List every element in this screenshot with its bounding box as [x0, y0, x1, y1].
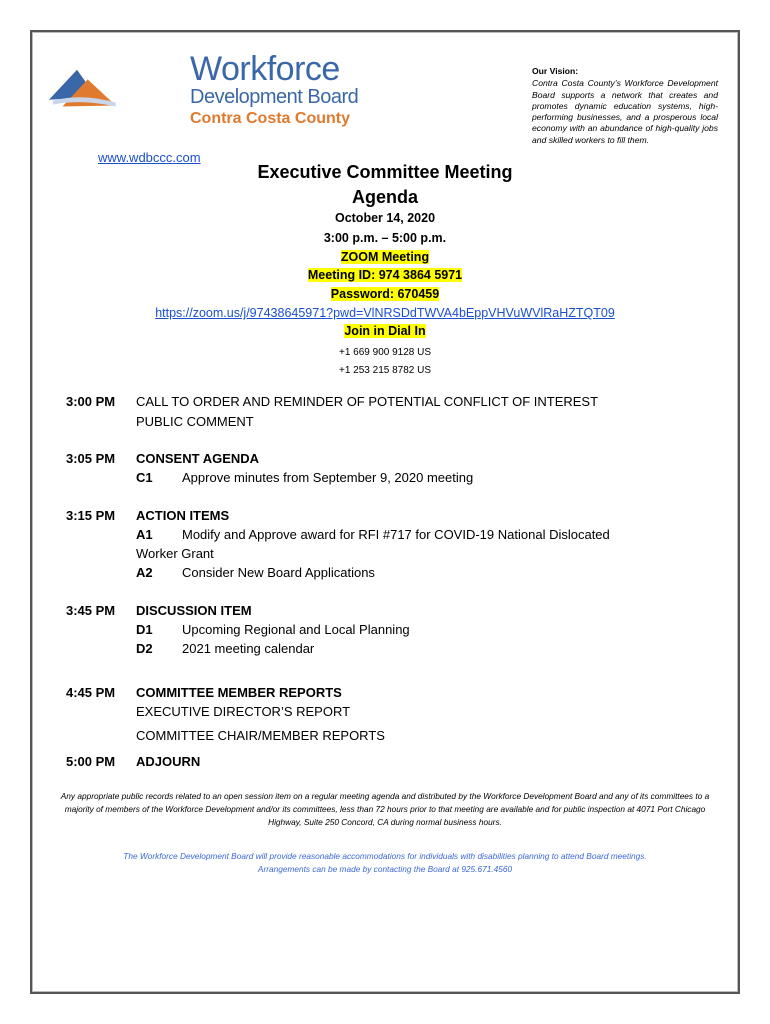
zoom-label: ZOOM Meeting	[340, 250, 430, 264]
logo-workforce: Workforce	[190, 50, 340, 88]
logo-development-board: Development Board	[190, 86, 359, 108]
item5-line3: COMMITTEE CHAIR/MEMBER REPORTS	[136, 728, 385, 743]
item2-heading: CONSENT AGENDA	[136, 451, 260, 466]
dial-in-label: Join in Dial In	[344, 324, 426, 338]
public-records-notice: Any appropriate public records related to an open session item on a regular meeting agenda and distributed by the Workforce Development Board and any of its committees to a majority of members of the Workforce Development and/or its committees, less than 72 hours prior to that meeting are available and for public inspection at 4071 Port Chicago Highway, Suite 250 Concord, CA during normal business hours.	[60, 791, 710, 827]
item3-sub1	[136, 527, 610, 542]
item-code: C1	[136, 470, 153, 485]
item1-line1: CALL TO ORDER AND REMINDER OF POTENTIAL CONFLICT OF INTEREST	[136, 394, 599, 409]
item2-time: 3:05 PM	[66, 451, 116, 466]
website-link[interactable]: www.wdbccc.com	[98, 150, 201, 165]
vision-title: Our Vision:	[532, 66, 579, 76]
item5-time: 4:45 PM	[66, 685, 116, 700]
item4-sub1	[136, 622, 410, 637]
item3-heading: ACTION ITEMS	[136, 508, 230, 523]
accommodations-line1: The Workforce Development Board will provide reasonable accommodations for individuals with disabilities planning to attend Board meetings.	[123, 851, 647, 861]
item-text: Modify and Approve award for RFI #717 for COVID-19 National Dislocated	[182, 527, 610, 542]
item4-time: 3:45 PM	[66, 603, 116, 618]
item-text: Upcoming Regional and Local Planning	[182, 622, 410, 637]
item1-time: 3:00 PM	[66, 394, 116, 409]
item3-sub1-cont: Worker Grant	[136, 546, 214, 561]
item5-heading: COMMITTEE MEMBER REPORTS	[136, 685, 342, 700]
item-code: D1	[136, 622, 153, 637]
item4-heading: DISCUSSION ITEM	[136, 603, 252, 618]
meeting-title: Executive Committee Meeting	[257, 162, 513, 182]
item1-line2: PUBLIC COMMENT	[136, 414, 254, 429]
phone-number-2: +1 253 215 8782 US	[338, 365, 432, 376]
item-code: D2	[136, 641, 153, 656]
item6-heading: ADJOURN	[136, 754, 201, 769]
item-text: Consider New Board Applications	[182, 565, 375, 580]
vision-text: Contra Costa County’s Workforce Development Board supports a network that creates and promotes dynamic education systems, high-performing businesses, and a prosperous local economy with an abundance of high-quality jobs and skilled workers to fill them.	[532, 78, 718, 145]
zoom-link[interactable]: https://zoom.us/j/97438645971?pwd=VlNRSDdTWVA4bEppVHVuWVlRaHZTQT09	[155, 306, 615, 320]
item3-time: 3:15 PM	[66, 508, 116, 523]
logo-county: Contra Costa County	[190, 110, 350, 127]
item6-time: 5:00 PM	[66, 754, 116, 769]
meeting-subtitle: Agenda	[351, 187, 418, 207]
item-text: Approve minutes from September 9, 2020 meeting	[182, 470, 474, 485]
meeting-id: Meeting ID: 974 3864 5971	[307, 268, 463, 282]
meeting-password: Password: 670459	[330, 287, 440, 301]
item-code: A2	[136, 565, 153, 580]
meeting-time: 3:00 p.m. – 5:00 p.m.	[323, 231, 447, 245]
item5-line2: EXECUTIVE DIRECTOR’S REPORT	[136, 704, 351, 719]
vision-block	[532, 66, 718, 146]
item2-sub1	[136, 470, 473, 485]
item4-sub2	[136, 641, 314, 656]
meeting-date: October 14, 2020	[334, 211, 436, 225]
item-text: 2021 meeting calendar	[182, 641, 315, 656]
accommodations-line2: Arrangements can be made by contacting the Board at 925.671.4560	[257, 864, 513, 874]
item3-sub2	[136, 565, 375, 580]
phone-number-1: +1 669 900 9128 US	[338, 347, 432, 358]
item-code: A1	[136, 527, 153, 542]
wdb-logo-icon	[48, 52, 193, 132]
